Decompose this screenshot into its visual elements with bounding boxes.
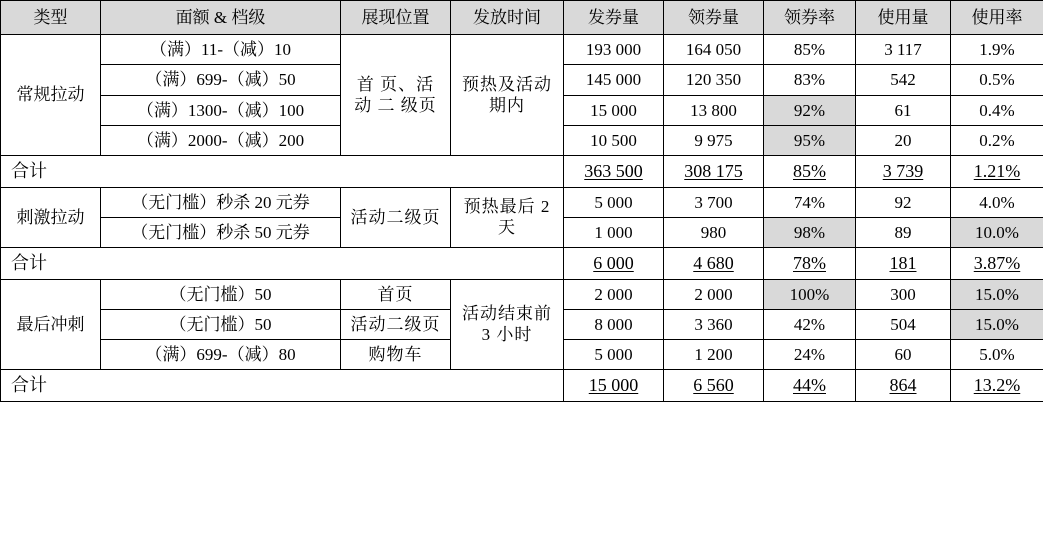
- table-row: [1, 35, 1043, 65]
- receive-rate-cell: 24%: [764, 340, 856, 370]
- column-header-received: 领券量: [664, 1, 764, 35]
- used-cell: 504: [856, 309, 951, 339]
- position-cell: 首 页、活 动 二 级页: [341, 35, 451, 156]
- subtotal-used: 3 739: [856, 156, 951, 188]
- subtotal-use-rate: 13.2%: [951, 370, 1043, 402]
- issued-cell: 15 000: [564, 95, 664, 125]
- column-header-denomination: 面额 & 档级: [101, 1, 341, 35]
- position-cell: 购物车: [341, 340, 451, 370]
- time-cell: 活动结束前 3 小时: [451, 279, 564, 370]
- issued-cell: 5 000: [564, 340, 664, 370]
- used-cell: 300: [856, 279, 951, 309]
- table-header-row: [1, 1, 1043, 35]
- use-rate-cell: 0.4%: [951, 95, 1043, 125]
- used-cell: 60: [856, 340, 951, 370]
- subtotal-issued: 363 500: [564, 156, 664, 188]
- time-cell: 预热及活动期内: [451, 35, 564, 156]
- column-header-issued: 发券量: [564, 1, 664, 35]
- receive-rate-cell: 83%: [764, 65, 856, 95]
- issued-cell: 8 000: [564, 309, 664, 339]
- column-header-time: 发放时间: [451, 1, 564, 35]
- use-rate-cell: 1.9%: [951, 35, 1043, 65]
- position-cell: 活动二级页: [341, 187, 451, 248]
- subtotal-label: 合计: [1, 156, 564, 188]
- receive-rate-cell: 74%: [764, 187, 856, 217]
- denomination-cell: （满）11-（减）10: [101, 35, 341, 65]
- denomination-cell: （满）2000-（减）200: [101, 125, 341, 155]
- used-cell: 92: [856, 187, 951, 217]
- issued-cell: 5 000: [564, 187, 664, 217]
- table-row: [1, 187, 1043, 217]
- receive-rate-cell: 42%: [764, 309, 856, 339]
- use-rate-cell: 0.2%: [951, 125, 1043, 155]
- used-cell: 61: [856, 95, 951, 125]
- position-cell: 活动二级页: [341, 309, 451, 339]
- issued-cell: 1 000: [564, 217, 664, 247]
- subtotal-receive-rate: 85%: [764, 156, 856, 188]
- received-cell: 980: [664, 217, 764, 247]
- category-cell: 常规拉动: [1, 35, 101, 156]
- category-cell: 最后冲刺: [1, 279, 101, 370]
- issued-cell: 2 000: [564, 279, 664, 309]
- receive-rate-cell: 100%: [764, 279, 856, 309]
- denomination-cell: （无门槛）秒杀 20 元券: [101, 187, 341, 217]
- subtotal-row: [1, 370, 1043, 402]
- column-header-use-rate: 使用率: [951, 1, 1043, 35]
- used-cell: 20: [856, 125, 951, 155]
- denomination-cell: （无门槛）秒杀 50 元券: [101, 217, 341, 247]
- denomination-cell: （满）1300-（减）100: [101, 95, 341, 125]
- subtotal-receive-rate: 44%: [764, 370, 856, 402]
- receive-rate-cell: 95%: [764, 125, 856, 155]
- use-rate-cell: 5.0%: [951, 340, 1043, 370]
- denomination-cell: （满）699-（减）50: [101, 65, 341, 95]
- subtotal-received: 4 680: [664, 248, 764, 280]
- use-rate-cell: 10.0%: [951, 217, 1043, 247]
- subtotal-received: 6 560: [664, 370, 764, 402]
- denomination-cell: （无门槛）50: [101, 279, 341, 309]
- received-cell: 3 360: [664, 309, 764, 339]
- used-cell: 89: [856, 217, 951, 247]
- received-cell: 1 200: [664, 340, 764, 370]
- use-rate-cell: 0.5%: [951, 65, 1043, 95]
- received-cell: 120 350: [664, 65, 764, 95]
- receive-rate-cell: 98%: [764, 217, 856, 247]
- subtotal-use-rate: 3.87%: [951, 248, 1043, 280]
- use-rate-cell: 15.0%: [951, 279, 1043, 309]
- subtotal-used: 864: [856, 370, 951, 402]
- subtotal-row: [1, 156, 1043, 188]
- position-cell: 首页: [341, 279, 451, 309]
- subtotal-issued: 15 000: [564, 370, 664, 402]
- column-header-receive-rate: 领券率: [764, 1, 856, 35]
- subtotal-used: 181: [856, 248, 951, 280]
- received-cell: 13 800: [664, 95, 764, 125]
- subtotal-label: 合计: [1, 370, 564, 402]
- received-cell: 2 000: [664, 279, 764, 309]
- subtotal-receive-rate: 78%: [764, 248, 856, 280]
- column-header-position: 展现位置: [341, 1, 451, 35]
- subtotal-use-rate: 1.21%: [951, 156, 1043, 188]
- used-cell: 3 117: [856, 35, 951, 65]
- use-rate-cell: 4.0%: [951, 187, 1043, 217]
- denomination-cell: （满）699-（减）80: [101, 340, 341, 370]
- issued-cell: 10 500: [564, 125, 664, 155]
- received-cell: 9 975: [664, 125, 764, 155]
- subtotal-row: [1, 248, 1043, 280]
- time-cell: 预热最后 2 天: [451, 187, 564, 248]
- received-cell: 3 700: [664, 187, 764, 217]
- issued-cell: 193 000: [564, 35, 664, 65]
- subtotal-received: 308 175: [664, 156, 764, 188]
- issued-cell: 145 000: [564, 65, 664, 95]
- received-cell: 164 050: [664, 35, 764, 65]
- column-header-used: 使用量: [856, 1, 951, 35]
- used-cell: 542: [856, 65, 951, 95]
- subtotal-label: 合计: [1, 248, 564, 280]
- receive-rate-cell: 85%: [764, 35, 856, 65]
- table-row: [1, 279, 1043, 309]
- use-rate-cell: 15.0%: [951, 309, 1043, 339]
- category-cell: 刺激拉动: [1, 187, 101, 248]
- subtotal-issued: 6 000: [564, 248, 664, 280]
- receive-rate-cell: 92%: [764, 95, 856, 125]
- denomination-cell: （无门槛）50: [101, 309, 341, 339]
- column-header-type: 类型: [1, 1, 101, 35]
